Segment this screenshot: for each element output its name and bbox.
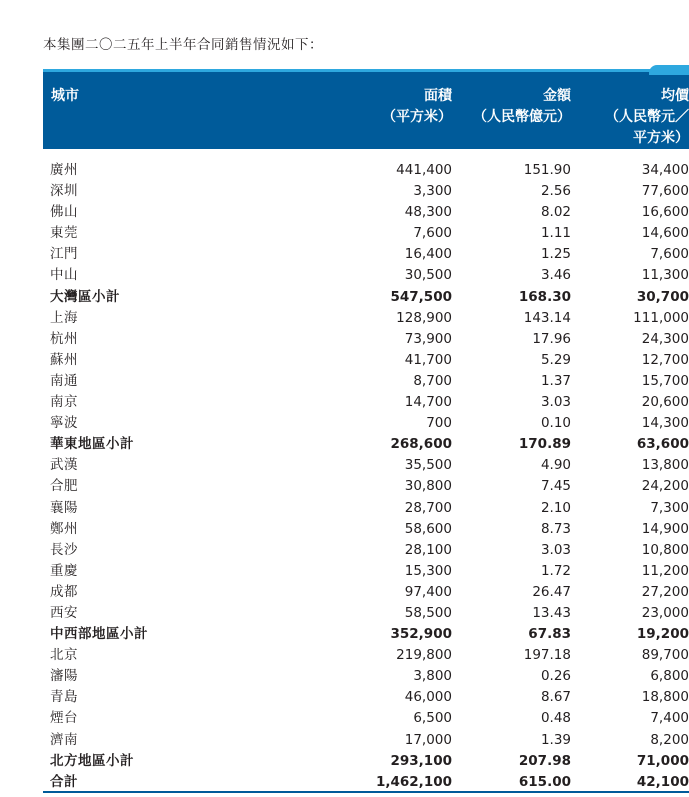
amount-cell: 170.89 [518,436,571,453]
amount-cell: 1.72 [540,562,571,579]
avg-price-cell: 10,800 [641,541,689,558]
amount-cell: 0.10 [540,415,571,432]
amount-cell: 1.37 [540,372,571,389]
amount-cell: 143.14 [523,309,571,326]
city-cell: 西安 [50,604,78,621]
area-cell: 58,600 [404,520,452,537]
subtotal-row [43,624,689,645]
avg-price-cell: 14,300 [641,415,689,432]
amount-cell: 168.30 [518,288,571,305]
avg-price-cell: 13,800 [641,457,689,474]
area-cell: 97,400 [404,583,452,600]
header-amount [473,86,571,128]
avg-price-cell: 30,700 [636,288,689,305]
header-avg-unit-1: （人民幣元／ [605,109,689,125]
total-row [43,772,689,793]
city-cell: 襄陽 [50,499,78,516]
header-amount-unit: （人民幣億元） [473,109,571,125]
amount-cell: 0.48 [540,710,571,727]
area-cell: 219,800 [396,647,452,664]
subtotal-row [43,751,689,772]
amount-cell: 3.03 [540,541,571,558]
area-cell: 28,700 [404,499,452,516]
table-row [43,603,689,624]
city-cell: 北京 [50,647,78,664]
area-cell: 441,400 [396,162,452,178]
table-row [43,582,689,603]
amount-cell: 0.26 [540,668,571,685]
avg-price-cell: 14,900 [641,520,689,537]
table-row [43,160,689,181]
city-cell: 南京 [50,394,78,411]
amount-cell: 3.03 [540,394,571,411]
table-row [43,476,689,497]
amount-cell: 2.10 [540,499,571,516]
table-row [43,498,689,519]
amount-cell: 8.02 [540,204,571,221]
amount-cell: 207.98 [518,752,571,769]
area-cell: 128,900 [396,309,452,326]
subtotal-row [43,434,689,455]
avg-price-cell: 7,300 [650,499,689,516]
table-row [43,455,689,476]
area-cell: 58,500 [404,604,452,621]
avg-price-cell: 89,700 [641,647,689,664]
avg-price-cell: 8,200 [650,731,689,748]
area-cell: 352,900 [390,626,452,643]
header-avg-unit-2: 平方米） [633,130,689,146]
city-cell: 合肥 [50,478,78,495]
table-row [43,371,689,392]
area-cell: 7,600 [413,225,452,242]
table-row [43,687,689,708]
amount-cell: 151.90 [523,162,571,178]
avg-price-cell: 11,200 [641,562,689,579]
table-body [43,160,689,793]
amount-cell: 8.73 [540,520,571,537]
table-row [43,244,689,265]
amount-cell: 1.11 [540,225,571,242]
table-row [43,730,689,751]
amount-cell: 3.46 [540,267,571,284]
city-cell: 東莞 [50,225,78,242]
city-cell: 煙台 [50,710,78,727]
city-cell: 寧波 [50,415,78,432]
table-row [43,202,689,223]
table-row [43,708,689,729]
table-bottom-rule [43,791,689,793]
city-cell: 長沙 [50,541,78,558]
table-row [43,413,689,434]
area-cell: 3,300 [413,183,452,200]
avg-price-cell: 15,700 [641,372,689,389]
avg-price-cell: 63,600 [636,436,689,453]
city-cell: 合計 [50,773,78,790]
city-cell: 濟南 [50,731,78,748]
amount-cell: 13.43 [532,604,571,621]
city-cell: 瀋陽 [50,668,78,685]
avg-price-cell: 11,300 [641,267,689,284]
city-cell: 上海 [50,309,78,326]
table-row [43,181,689,202]
city-cell: 青島 [50,689,78,706]
area-cell: 30,800 [404,478,452,495]
city-cell: 中西部地區小計 [50,626,148,643]
avg-price-cell: 71,000 [636,752,689,769]
city-cell: 鄭州 [50,520,78,537]
city-cell: 杭州 [50,330,78,347]
table-row [43,308,689,329]
avg-price-cell: 34,400 [641,162,689,178]
area-cell: 6,500 [413,710,452,727]
area-cell: 14,700 [404,394,452,411]
avg-price-cell: 42,100 [636,773,689,790]
avg-price-cell: 14,600 [641,225,689,242]
table-row [43,329,689,350]
city-cell: 成都 [50,583,78,600]
amount-cell: 1.39 [540,731,571,748]
avg-price-cell: 6,800 [650,668,689,685]
avg-price-cell: 12,700 [641,351,689,368]
subtotal-row [43,287,689,308]
area-cell: 46,000 [404,689,452,706]
amount-cell: 615.00 [518,773,571,790]
avg-price-cell: 16,600 [641,204,689,221]
area-cell: 16,400 [404,246,452,263]
city-cell: 蘇州 [50,351,78,368]
city-cell: 南通 [50,372,78,389]
area-cell: 15,300 [404,562,452,579]
amount-cell: 4.90 [540,457,571,474]
area-cell: 48,300 [404,204,452,221]
city-cell: 大灣區小計 [50,288,120,305]
amount-cell: 7.45 [540,478,571,495]
amount-cell: 2.56 [540,183,571,200]
intro-text: 本集團二〇二五年上半年合同銷售情況如下： [43,37,323,53]
city-cell: 廣州 [50,162,78,178]
header-area-unit: （平方米） [382,109,452,125]
city-cell: 華東地區小計 [50,436,134,453]
area-cell: 1,462,100 [375,773,452,790]
table-row [43,392,689,413]
table-row [43,265,689,286]
avg-price-cell: 20,600 [641,394,689,411]
city-cell: 武漢 [50,457,78,474]
header-area [382,86,452,128]
area-cell: 700 [426,415,452,432]
amount-cell: 197.18 [523,647,571,664]
amount-cell: 1.25 [540,246,571,263]
table-row [43,540,689,561]
header-city-label: 城市 [51,88,79,104]
area-cell: 17,000 [404,731,452,748]
table-header [43,69,689,149]
area-cell: 35,500 [404,457,452,474]
amount-cell: 26.47 [532,583,571,600]
table-row [43,645,689,666]
header-corner-tab [649,65,689,75]
area-cell: 73,900 [404,330,452,347]
header-avg-price [605,86,689,149]
avg-price-cell: 77,600 [641,183,689,200]
city-cell: 北方地區小計 [50,752,134,769]
avg-price-cell: 19,200 [636,626,689,643]
table-row [43,561,689,582]
area-cell: 30,500 [404,267,452,284]
avg-price-cell: 24,200 [641,478,689,495]
area-cell: 268,600 [390,436,452,453]
contract-sales-table [43,69,689,793]
area-cell: 547,500 [390,288,452,305]
city-cell: 深圳 [50,183,78,200]
amount-cell: 67.83 [528,626,571,643]
amount-cell: 17.96 [532,330,571,347]
header-city [51,86,79,107]
city-cell: 江門 [50,246,78,263]
city-cell: 重慶 [50,562,78,579]
avg-price-cell: 24,300 [641,330,689,347]
header-amount-label: 金額 [543,88,571,104]
city-cell: 中山 [50,267,78,284]
city-cell: 佛山 [50,204,78,221]
header-avg-label: 均價 [661,88,689,104]
area-cell: 28,100 [404,541,452,558]
amount-cell: 5.29 [540,351,571,368]
table-row [43,350,689,371]
avg-price-cell: 111,000 [633,309,689,326]
area-cell: 8,700 [413,372,452,389]
avg-price-cell: 23,000 [641,604,689,621]
header-area-label: 面積 [424,88,452,104]
avg-price-cell: 7,600 [650,246,689,263]
table-row [43,666,689,687]
avg-price-cell: 7,400 [650,710,689,727]
area-cell: 41,700 [404,351,452,368]
amount-cell: 8.67 [540,689,571,706]
table-row [43,519,689,540]
avg-price-cell: 27,200 [641,583,689,600]
table-row [43,223,689,244]
area-cell: 293,100 [390,752,452,769]
area-cell: 3,800 [413,668,452,685]
avg-price-cell: 18,800 [641,689,689,706]
